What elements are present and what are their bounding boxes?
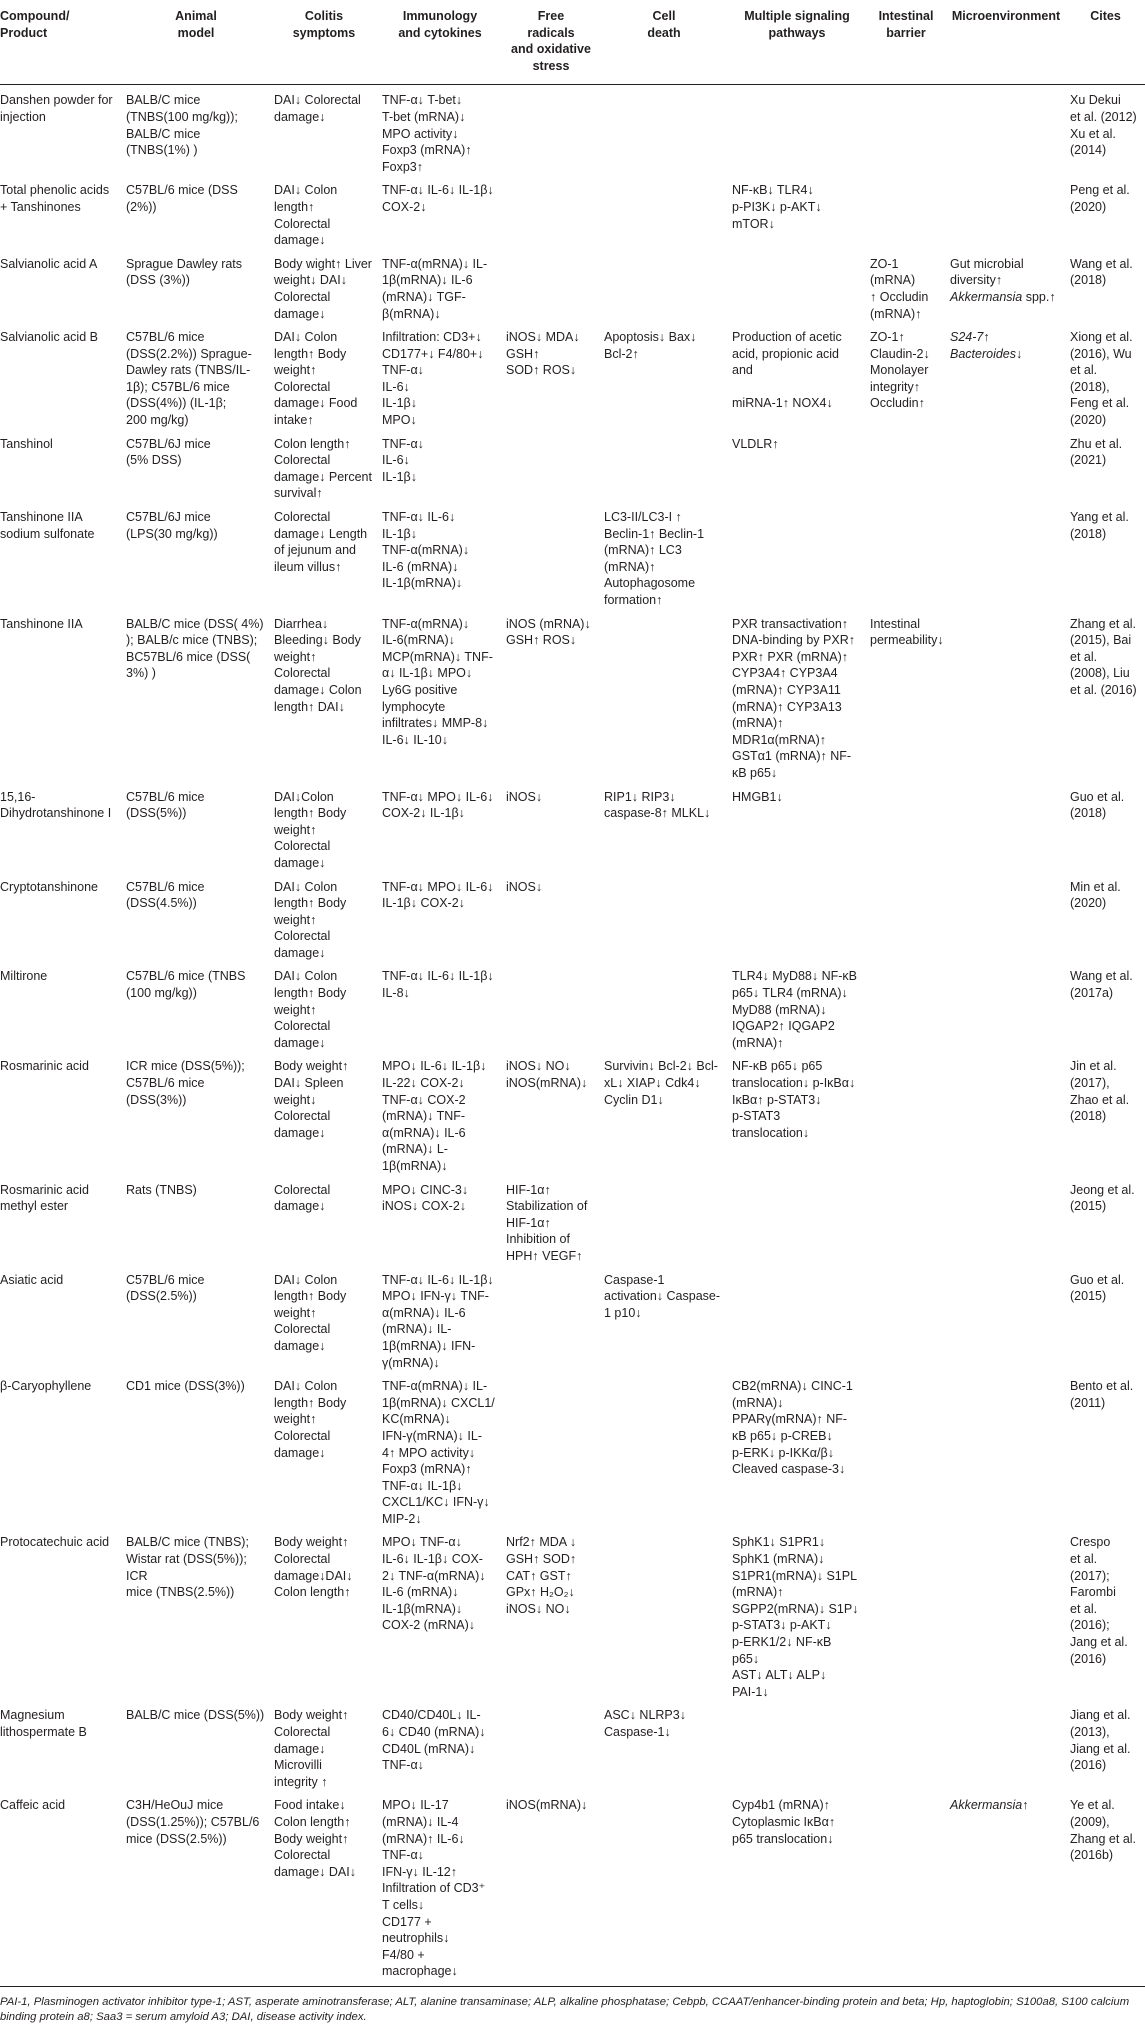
- cell-cell-death: [600, 872, 728, 962]
- cell-colitis-symptoms: Body wight↑ Liver weight↓ DAI↓ Colorectal damage↓: [274, 256, 372, 321]
- cell-signaling: [728, 85, 866, 175]
- cell-oxidative-stress: iNOS (mRNA)↓ GSH↑ ROS↓: [506, 616, 591, 648]
- cell-immunology: TNF-α↓ IL-6↓ IL-1β↓ COX-2↓: [382, 183, 494, 214]
- table-row: [0, 609, 1145, 782]
- cell-microenvironment: [946, 85, 1066, 175]
- cell-colitis-symptoms: DAI↓ Colorectal damage↓: [274, 93, 361, 124]
- cell-animal-model: C57BL/6 mice (DSS(2.2%)) Sprague- Dawley rats (TNBS/IL- 1β); C57BL/6 mice (DSS(4%)) (IL-1β; 200 mg/kg): [126, 330, 252, 428]
- header-animal-model: Animal model: [175, 9, 217, 40]
- cell-intestinal-barrier: ZO-1 (mRNA) ↑ Occludin (mRNA)↑: [870, 256, 929, 321]
- cell-colitis-symptoms: Body weight↑ Colorectal damage↓DAI↓ Colon length↑: [274, 1535, 353, 1600]
- cell-cites: Guo et al. (2015): [1070, 1272, 1125, 1304]
- cell-colitis-symptoms: Diarrhea↓ Bleeding↓ Body weight↑ Colorectal damage↓ Colon length↑ DAI↓: [274, 616, 362, 714]
- cell-cell-death: LC3-II/LC3-I ↑ Beclin-1↑ Beclin-1 (mRNA)↑ LC3 (mRNA)↑ Autophagosome formation↑: [604, 510, 705, 607]
- cell-cites: Zhang et al. (2015), Bai et al. (2008), Liu et al. (2016): [1070, 616, 1137, 697]
- cell-animal-model: BALB/C mice (TNBS(100 mg/kg)); BALB/C mice (TNBS(1%) ): [126, 93, 238, 158]
- cell-oxidative-stress: [502, 249, 600, 322]
- cell-microenvironment: [946, 1051, 1066, 1174]
- cell-oxidative-stress: iNOS↓: [506, 879, 543, 894]
- cell-microenvironment: [946, 1265, 1066, 1372]
- cell-signaling: CB2(mRNA)↓ CINC-1 (mRNA)↓ PPARγ(mRNA)↑ NF- κB p65↓ p-CREB↓ p-ERK↓ p-IKKα/β↓ Cleaved caspase-3↓: [732, 1379, 853, 1477]
- cell-signaling: [728, 1265, 866, 1372]
- cell-intestinal-barrier: [866, 175, 946, 248]
- table-row: [0, 429, 1145, 502]
- cell-oxidative-stress: [502, 1265, 600, 1372]
- cell-signaling: [728, 872, 866, 962]
- cell-colitis-symptoms: Food intake↓ Colon length↑ Body weight↑ Colorectal damage↓ DAI↓: [274, 1798, 356, 1879]
- table-row: [0, 249, 1145, 322]
- cell-intestinal-barrier: [866, 872, 946, 962]
- cell-colitis-symptoms: DAI↓ Colon length↑ Body weight↑ Colorectal damage↓: [274, 969, 347, 1050]
- cell-intestinal-barrier: [866, 429, 946, 502]
- cell-cites: Xu Dekui et al. (2012) Xu et al. (2014): [1070, 93, 1137, 158]
- cell-oxidative-stress: [502, 502, 600, 609]
- cell-compound: Rosmarinic acid methyl ester: [0, 1182, 89, 1214]
- cell-compound: β-Caryophyllene: [0, 1379, 92, 1394]
- table-row: [0, 1371, 1145, 1527]
- header-signaling: Multiple signaling pathways: [744, 9, 850, 40]
- cell-microenvironment: [946, 1371, 1066, 1527]
- cell-colitis-symptoms: Colorectal damage↓: [274, 1182, 331, 1214]
- cell-animal-model: BALB/C mice (TNBS); Wistar rat (DSS(5%)); ICR mice (TNBS(2.5%)): [126, 1535, 249, 1600]
- cell-cites: Jiang et al. (2013), Jiang et al. (2016): [1070, 1708, 1131, 1773]
- cell-microenvironment: [946, 872, 1066, 962]
- cell-immunology: Infiltration: CD3+↓ CD177+↓ F4/80+↓ TNF-α↓ IL-6↓ IL-1β↓ MPO↓: [382, 330, 484, 428]
- cell-colitis-symptoms: DAI↓ Colon length↑ Body weight↑ Colorectal damage↓: [274, 879, 347, 960]
- cell-animal-model: C57BL/6 mice (DSS(2.5%)): [126, 1272, 205, 1304]
- cell-signaling: VLDLR↑: [732, 436, 779, 451]
- cell-signaling: NF-κB↓ TLR4↓ p-PI3K↓ p-AKT↓ mTOR↓: [732, 183, 822, 231]
- cell-microenvironment: S24-7↑ Bacteroides↓: [950, 330, 1023, 361]
- cell-immunology: TNF-α↓ IL-6↓ IL-1β↓: [382, 436, 424, 484]
- cell-cites: Min et al. (2020): [1070, 879, 1121, 911]
- cell-immunology: TNF-α↓ IL-6↓ IL-1β↓ MPO↓ IFN-γ↓ TNF- α(mRNA)↓ IL-6 (mRNA)↓ IL- 1β(mRNA)↓ IFN- γ(mRNA)↓: [382, 1272, 494, 1370]
- cell-immunology: MPO↓ CINC-3↓ iNOS↓ COX-2↓: [382, 1182, 469, 1214]
- cell-cell-death: [600, 429, 728, 502]
- cell-signaling: NF-κB p65↓ p65 translocation↓ p-IκBα↓ IκBα↑ p-STAT3↓ p-STAT3 translocation↓: [732, 1059, 856, 1140]
- cell-cell-death: Survivin↓ Bcl-2↓ Bcl- xL↓ XIAP↓ Cdk4↓ Cyclin D1↓: [604, 1059, 718, 1107]
- cell-oxidative-stress: [502, 1371, 600, 1527]
- cell-microenvironment: [946, 429, 1066, 502]
- cell-compound: Caffeic acid: [0, 1798, 66, 1813]
- cell-signaling: PXR transactivation↑ DNA-binding by PXR↑ PXR↑ PXR (mRNA)↑ CYP3A4↑ CYP3A4 (mRNA)↑ CYP3A11 (mRNA)↑ CYP3A13 (mRNA)↑ MDR1α(mRNA)↑ GSTα1 (mRNA)↑ NF- κB p65↓: [732, 616, 855, 780]
- cell-oxidative-stress: [502, 175, 600, 248]
- cell-cell-death: [600, 1790, 728, 1986]
- table-row: [0, 322, 1145, 429]
- cell-cell-death: [600, 1371, 728, 1527]
- table-row: [0, 782, 1145, 872]
- cell-microenvironment: [946, 609, 1066, 782]
- cell-microenvironment: [946, 502, 1066, 609]
- header-row: [0, 0, 1145, 85]
- cell-compound: 15,16- Dihydrotanshinone I: [0, 789, 112, 821]
- cell-compound: Rosmarinic acid: [0, 1059, 89, 1074]
- cell-animal-model: BALB/C mice (DSS(5%)): [126, 1708, 265, 1723]
- cell-intestinal-barrier: [866, 1527, 946, 1700]
- cell-intestinal-barrier: [866, 1700, 946, 1790]
- cell-cites: Guo et al. (2018): [1070, 789, 1125, 821]
- cell-oxidative-stress: iNOS↓ NO↓ iNOS(mRNA)↓: [506, 1059, 588, 1091]
- cell-cites: Crespo et al. (2017); Farombi et al. (2016); Jang et al. (2016): [1070, 1535, 1128, 1666]
- cell-immunology: TNF-α(mRNA)↓ IL- 1β(mRNA)↓ IL-6 (mRNA)↓ TGF- β(mRNA)↓: [382, 256, 488, 321]
- cell-intestinal-barrier: [866, 85, 946, 175]
- cell-cell-death: [600, 1175, 728, 1265]
- cell-microenvironment: [946, 1175, 1066, 1265]
- cell-intestinal-barrier: [866, 782, 946, 872]
- cell-cell-death: ASC↓ NLRP3↓ Caspase-1↓: [604, 1708, 686, 1739]
- cell-signaling: HMGB1↓: [732, 789, 783, 804]
- cell-signaling: Cyp4b1 (mRNA)↑ Cytoplasmic IκBα↑ p65 translocation↓: [732, 1798, 836, 1846]
- cell-microenvironment: Gut microbial diversity↑ Akkermansia spp.↑: [950, 256, 1056, 304]
- cell-microenvironment: [946, 1700, 1066, 1790]
- cell-intestinal-barrier: [866, 1371, 946, 1527]
- table-row: [0, 1790, 1145, 1986]
- cell-colitis-symptoms: DAI↓ Colon length↑ Colorectal damage↓: [274, 183, 338, 248]
- cell-intestinal-barrier: [866, 961, 946, 1051]
- cell-cites: Jin et al. (2017), Zhao et al. (2018): [1070, 1059, 1130, 1124]
- table-row: [0, 872, 1145, 962]
- cell-immunology: TNF-α↓ T-bet↓ T-bet (mRNA)↓ MPO activity↓ Foxp3 (mRNA)↑ Foxp3↑: [382, 93, 472, 174]
- table-row: [0, 1265, 1145, 1372]
- header-compound: Compound/ Product: [0, 9, 70, 40]
- cell-compound: Danshen powder for injection: [0, 93, 113, 124]
- cell-compound: Tanshinol: [0, 436, 53, 451]
- cell-cell-death: RIP1↓ RIP3↓ caspase-8↑ MLKL↓: [604, 789, 711, 821]
- cell-colitis-symptoms: Colon length↑ Colorectal damage↓ Percent survival↑: [274, 436, 372, 501]
- cell-intestinal-barrier: ZO-1↑ Claudin-2↓ Monolayer integrity↑ Occludin↑: [870, 330, 930, 411]
- cell-oxidative-stress: iNOS↓ MDA↓ GSH↑ SOD↑ ROS↓: [506, 330, 580, 378]
- cell-cites: Wang et al. (2017a): [1070, 969, 1133, 1001]
- cell-intestinal-barrier: [866, 1175, 946, 1265]
- cell-colitis-symptoms: DAI↓ Colon length↑ Body weight↑ Colorectal damage↓: [274, 1379, 347, 1460]
- cell-cites: Peng et al. (2020): [1070, 183, 1130, 214]
- cell-immunology: TNF-α↓ MPO↓ IL-6↓ COX-2↓ IL-1β↓: [382, 789, 494, 821]
- cell-microenvironment: [946, 175, 1066, 248]
- cell-compound: Salvianolic acid A: [0, 256, 98, 271]
- cell-cell-death: [600, 961, 728, 1051]
- cell-signaling: SphK1↓ S1PR1↓ SphK1 (mRNA)↓ S1PR1(mRNA)↓ S1PL (mRNA)↑ SGPP2(mRNA)↓ S1P↓ p-STAT3↓ p-AKT↓ p-ERK1/2↓ NF-κB p65↓ AST↓ ALT↓ ALP↓ PAI-1↓: [732, 1535, 859, 1699]
- header-cell-death: Cell death: [647, 9, 681, 40]
- cell-signaling: [728, 1700, 866, 1790]
- cell-cites: Ye et al. (2009), Zhang et al. (2016b): [1070, 1798, 1137, 1863]
- table-row: [0, 1051, 1145, 1174]
- cell-oxidative-stress: iNOS(mRNA)↓: [506, 1798, 588, 1813]
- cell-immunology: TNF-α(mRNA)↓ IL-6(mRNA)↓ MCP(mRNA)↓ TNF- α↓ IL-1β↓ MPO↓ Ly6G positive lymphocyte infiltrates↓ MMP-8↓ IL-6↓ IL-10↓: [382, 616, 493, 747]
- cell-cell-death: Caspase-1 activation↓ Caspase- 1 p10↓: [604, 1272, 721, 1320]
- cell-cites: Zhu et al. (2021): [1070, 436, 1123, 468]
- cell-compound: Tanshinone IIA sodium sulfonate: [0, 510, 95, 541]
- cell-colitis-symptoms: DAI↓Colon length↑ Body weight↑ Colorectal damage↓: [274, 789, 347, 870]
- cell-immunology: TNF-α↓ IL-6↓ IL-1β↓ TNF-α(mRNA)↓ IL-6 (mRNA)↓ IL-1β(mRNA)↓: [382, 510, 470, 591]
- cell-compound: Protocatechuic acid: [0, 1535, 110, 1550]
- cell-cell-death: Apoptosis↓ Bax↓ Bcl-2↑: [604, 330, 697, 361]
- cell-oxidative-stress: iNOS↓: [506, 789, 543, 804]
- table-row: [0, 1175, 1145, 1265]
- table-row: [0, 1527, 1145, 1700]
- cell-signaling: [728, 249, 866, 322]
- cell-compound: Asiatic acid: [0, 1272, 64, 1287]
- cell-oxidative-stress: Nrf2↑ MDA ↓ GSH↑ SOD↑ CAT↑ GST↑ GPx↑ H₂O₂↓ iNOS↓ NO↓: [506, 1535, 577, 1616]
- cell-animal-model: C57BL/6 mice (DSS (2%)): [126, 183, 238, 214]
- table-row: [0, 961, 1145, 1051]
- cell-microenvironment: [946, 961, 1066, 1051]
- cell-animal-model: Sprague Dawley rats (DSS (3%)): [126, 256, 243, 288]
- cell-compound: Magnesium lithospermate B: [0, 1708, 87, 1739]
- cell-compound: Miltirone: [0, 969, 48, 984]
- cell-cell-death: [600, 85, 728, 175]
- cell-animal-model: C57BL/6J mice (5% DSS): [126, 436, 211, 468]
- table-row: [0, 1700, 1145, 1790]
- cell-immunology: MPO↓ IL-6↓ IL-1β↓ IL-22↓ COX-2↓ TNF-α↓ COX-2 (mRNA)↓ TNF- α(mRNA)↓ IL-6 (mRNA)↓ L- 1β(mRNA)↓: [382, 1059, 487, 1173]
- cell-immunology: MPO↓ TNF-α↓ IL-6↓ IL-1β↓ COX- 2↓ TNF-α(mRNA)↓ IL-6 (mRNA)↓ IL-1β(mRNA)↓ COX-2 (mRNA)↓: [382, 1535, 486, 1633]
- cell-intestinal-barrier: [866, 1790, 946, 1986]
- cell-signaling: Production of acetic acid, propionic acid and miRNA-1↑ NOX4↓: [732, 330, 842, 411]
- cell-cites: Yang et al. (2018): [1070, 510, 1129, 541]
- cell-signaling: [728, 502, 866, 609]
- cell-animal-model: BALB/C mice (DSS( 4%) ); BALB/c mice (TNBS); BC57BL/6 mice (DSS( 3%) ): [126, 616, 264, 681]
- cell-immunology: TNF-α↓ MPO↓ IL-6↓ IL-1β↓ COX-2↓: [382, 879, 494, 911]
- cell-oxidative-stress: [502, 85, 600, 175]
- cell-colitis-symptoms: Body weight↑ Colorectal damage↓ Microvilli integrity ↑: [274, 1708, 349, 1789]
- cell-animal-model: ICR mice (DSS(5%)); C57BL/6 mice (DSS(3%)): [126, 1059, 245, 1107]
- cell-immunology: MPO↓ IL-17 (mRNA)↓ IL-4 (mRNA)↑ IL-6↓ TNF-α↓ IFN-γ↓ IL-12↑ Infiltration of CD3⁺ T cells↓ CD177 + neutrophils↓ F4/80 + macrophage↓: [382, 1798, 486, 1979]
- cell-intestinal-barrier: Intestinal permeability↓: [870, 616, 944, 648]
- cell-cites: Bento et al. (2011): [1070, 1379, 1134, 1410]
- header-cites: Cites: [1090, 9, 1121, 23]
- cell-cell-death: [600, 1527, 728, 1700]
- cell-colitis-symptoms: DAI↓ Colon length↑ Body weight↑ Colorectal damage↓: [274, 1272, 347, 1353]
- header-colitis-symptoms: Colitis symptoms: [292, 9, 356, 40]
- cell-oxidative-stress: [502, 961, 600, 1051]
- table-row: [0, 502, 1145, 609]
- header-immunology: Immunology and cytokines: [398, 9, 482, 40]
- cell-colitis-symptoms: Body weight↑ DAI↓ Spleen weight↓ Colorectal damage↓: [274, 1059, 349, 1140]
- cell-cell-death: [600, 249, 728, 322]
- cell-cites: Xiong et al. (2016), Wu et al. (2018), Feng et al. (2020): [1070, 330, 1133, 428]
- cell-immunology: TNF-α(mRNA)↓ IL- 1β(mRNA)↓ CXCL1/ KC(mRNA)↓ IFN-γ(mRNA)↓ IL- 4↑ MPO activity↓ Foxp3 (mRNA)↑ TNF-α↓ IL-1β↓ CXCL1/KC↓ IFN-γ↓ MIP-2↓: [382, 1379, 495, 1526]
- cell-cites: Wang et al. (2018): [1070, 256, 1133, 288]
- cell-animal-model: C57BL/6J mice (LPS(30 mg/kg)): [126, 510, 218, 541]
- cell-microenvironment: [946, 782, 1066, 872]
- cell-animal-model: C57BL/6 mice (TNBS (100 mg/kg)): [126, 969, 246, 1001]
- cell-microenvironment: [946, 1527, 1066, 1700]
- cell-cell-death: [600, 609, 728, 782]
- table-row: [0, 175, 1145, 248]
- cell-animal-model: C3H/HeOuJ mice (DSS(1.25%)); C57BL/6 mice (DSS(2.5%)): [126, 1798, 260, 1846]
- cell-oxidative-stress: [502, 429, 600, 502]
- cell-immunology: CD40/CD40L↓ IL- 6↓ CD40 (mRNA)↓ CD40L (mRNA)↓ TNF-α↓: [382, 1708, 486, 1773]
- cell-immunology: TNF-α↓ IL-6↓ IL-1β↓ IL-8↓: [382, 969, 494, 1001]
- cell-intestinal-barrier: [866, 502, 946, 609]
- table-row: [0, 85, 1145, 175]
- header-oxidative-stress: Free radicals and oxidative stress: [511, 9, 591, 73]
- cell-signaling: [728, 1175, 866, 1265]
- cell-signaling: TLR4↓ MyD88↓ NF-κB p65↓ TLR4 (mRNA)↓ MyD88 (mRNA)↓ IQGAP2↑ IQGAP2 (mRNA)↑: [732, 969, 858, 1050]
- cell-oxidative-stress: [502, 1700, 600, 1790]
- cell-animal-model: CD1 mice (DSS(3%)): [126, 1379, 245, 1394]
- cell-compound: Salvianolic acid B: [0, 330, 98, 345]
- cell-compound: Tanshinone IIA: [0, 616, 83, 631]
- cell-cites: Jeong et al. (2015): [1070, 1182, 1135, 1214]
- cell-microenvironment: Akkermansia↑: [950, 1798, 1029, 1813]
- cell-intestinal-barrier: [866, 1265, 946, 1372]
- header-intestinal-barrier: Intestinal barrier: [878, 9, 934, 40]
- cell-oxidative-stress: HIF-1α↑ Stabilization of HIF-1α↑ Inhibition of HPH↑ VEGF↑: [506, 1182, 588, 1263]
- cell-compound: Cryptotanshinone: [0, 879, 98, 894]
- header-microenvironment: Microenvironment: [951, 9, 1061, 23]
- cell-cell-death: [600, 175, 728, 248]
- cell-animal-model: C57BL/6 mice (DSS(5%)): [126, 789, 205, 821]
- cell-animal-model: C57BL/6 mice (DSS(4.5%)): [126, 879, 205, 911]
- cell-animal-model: Rats (TNBS): [126, 1182, 197, 1197]
- cell-intestinal-barrier: [866, 1051, 946, 1174]
- cell-compound: Total phenolic acids + Tanshinones: [0, 183, 110, 214]
- cell-colitis-symptoms: Colorectal damage↓ Length of jejunum and ileum villus↑: [274, 510, 368, 574]
- table-footnote: PAI-1, Plasminogen activator inhibitor type-1; AST, asperate aminotransferase; ALT, alanine transaminase; ALP, alkaline phosphatase; Cebpb, CCAAT/enhancer-binding protein and beta; Hp, haptoglobin; S100a8, S100 calcium binding protein a8; Saa3 = serum amyloid A3; DAI, disease activity index.: [0, 1995, 1130, 2024]
- cell-colitis-symptoms: DAI↓ Colon length↑ Body weight↑ Colorectal damage↓ Food intake↑: [274, 330, 358, 428]
